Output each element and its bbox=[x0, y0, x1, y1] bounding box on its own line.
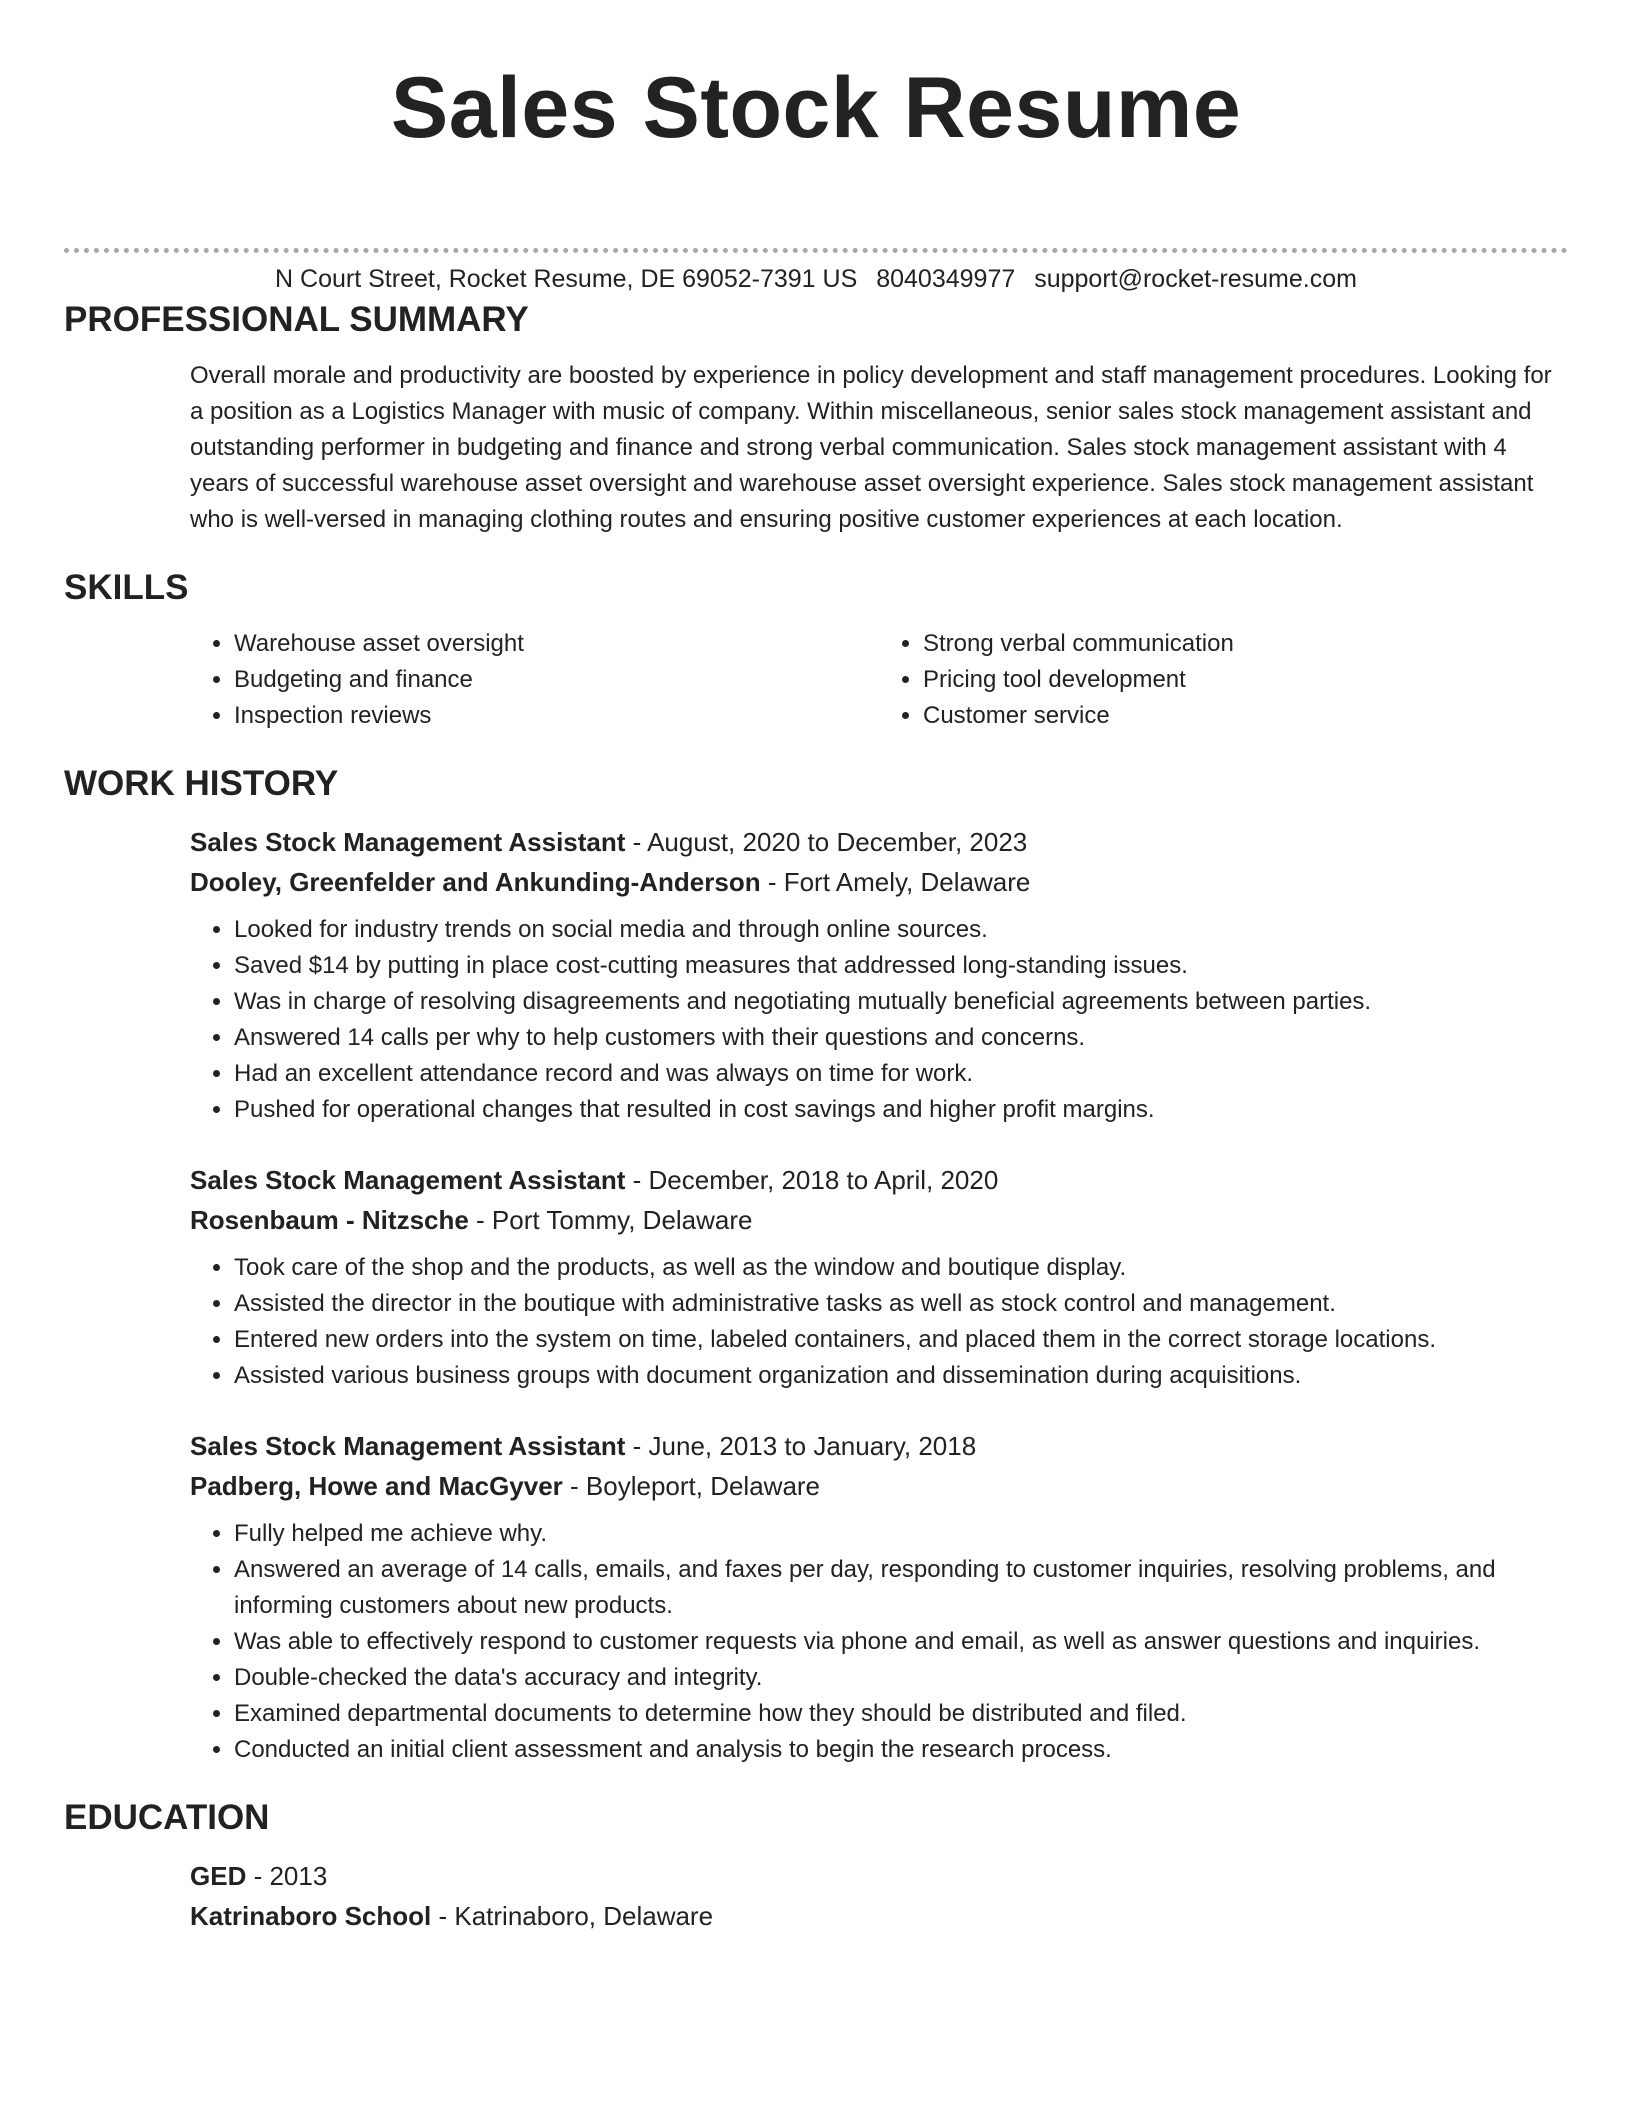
skill-item: • Warehouse asset oversight bbox=[234, 626, 879, 662]
section-education bbox=[64, 1794, 1568, 1936]
skill-item: • Inspection reviews bbox=[234, 698, 879, 734]
job-bullet: • Pushed for operational changes that resulted in cost savings and higher profit margins. bbox=[234, 1092, 1568, 1128]
job-company-line bbox=[190, 1466, 1568, 1506]
summary-text: Overall morale and productivity are boosted by experience in policy development and staff management procedures. Looking for a position as a Logistics Manager with music of company. Within miscellaneous, senior sales stock management assistant and outstanding performer in budgeting and finance and strong verbal communication. Sales stock management assistant with 4 years of successful warehouse asset oversight and warehouse asset oversight experience. Sales stock management assistant who is well-versed in managing clothing routes and ensuring positive customer experiences at each location. bbox=[190, 362, 1552, 533]
work-heading: WORK HISTORY bbox=[64, 764, 339, 803]
job-bullet: • Answered 14 calls per why to help customers with their questions and concerns. bbox=[234, 1020, 1568, 1056]
job-bullets bbox=[190, 1516, 1568, 1768]
job-bullets bbox=[190, 912, 1568, 1128]
job-role: Sales Stock Management Assistant bbox=[190, 1165, 626, 1195]
education-entry bbox=[190, 1856, 1568, 1936]
job-role-line bbox=[190, 822, 1568, 862]
job-bullet: • Conducted an initial client assessment and analysis to begin the research process. bbox=[234, 1732, 1568, 1768]
job-dates: - December, 2018 to April, 2020 bbox=[625, 1165, 999, 1195]
section-skills bbox=[64, 564, 1568, 734]
job-bullet: • Looked for industry trends on social media and through online sources. bbox=[234, 912, 1568, 948]
summary-heading: PROFESSIONAL SUMMARY bbox=[64, 300, 529, 339]
education-degree-line bbox=[190, 1856, 1568, 1896]
job-bullet: • Double-checked the data's accuracy and integrity. bbox=[234, 1660, 1568, 1696]
skills-column-left bbox=[190, 626, 879, 734]
education-school-line bbox=[190, 1896, 1568, 1936]
resume-content bbox=[64, 296, 1568, 1936]
education-heading: EDUCATION bbox=[64, 1798, 270, 1837]
education-degree: GED bbox=[190, 1861, 247, 1891]
job-company: Rosenbaum - Nitzsche bbox=[190, 1205, 469, 1235]
skills-column-right bbox=[879, 626, 1568, 734]
job-bullets bbox=[190, 1250, 1568, 1394]
job-company: Dooley, Greenfelder and Ankunding-Anderson bbox=[190, 867, 761, 897]
job-company-line bbox=[190, 862, 1568, 902]
contact-phone: 8040349977 bbox=[876, 265, 1016, 293]
job-entry bbox=[190, 1426, 1568, 1768]
job-role-line bbox=[190, 1160, 1568, 1200]
job-location: - Boyleport, Delaware bbox=[562, 1471, 821, 1501]
header-divider bbox=[64, 248, 1568, 253]
job-role-line bbox=[190, 1426, 1568, 1466]
job-company: Padberg, Howe and MacGyver bbox=[190, 1471, 563, 1501]
job-bullet: • Fully helped me achieve why. bbox=[234, 1516, 1568, 1552]
job-location: - Fort Amely, Delaware bbox=[760, 867, 1031, 897]
job-entry bbox=[190, 1160, 1568, 1394]
job-bullet: • Saved $14 by putting in place cost-cutting measures that addressed long-standing issues. bbox=[234, 948, 1568, 984]
section-summary bbox=[64, 296, 1568, 538]
job-entry bbox=[190, 822, 1568, 1128]
job-bullet: • Took care of the shop and the products, as well as the window and boutique display. bbox=[234, 1250, 1568, 1286]
education-location: - Katrinaboro, Delaware bbox=[431, 1901, 714, 1931]
job-bullet: • Assisted the director in the boutique with administrative tasks as well as stock control and management. bbox=[234, 1286, 1568, 1322]
job-bullet: • Assisted various business groups with document organization and dissemination during acquisitions. bbox=[234, 1358, 1568, 1394]
skills-list bbox=[190, 626, 1568, 734]
skill-item: • Customer service bbox=[923, 698, 1568, 734]
skill-item: • Budgeting and finance bbox=[234, 662, 879, 698]
job-dates: - June, 2013 to January, 2018 bbox=[625, 1431, 977, 1461]
job-bullet: • Answered an average of 14 calls, emails, and faxes per day, responding to customer inquiries, resolving problems, and informing customers about new products. bbox=[234, 1552, 1568, 1624]
contact-address: N Court Street, Rocket Resume, DE 69052-7391 US bbox=[275, 265, 858, 293]
education-year: - 2013 bbox=[246, 1861, 328, 1891]
job-bullet: • Entered new orders into the system on time, labeled containers, and placed them in the correct storage locations. bbox=[234, 1322, 1568, 1358]
job-role: Sales Stock Management Assistant bbox=[190, 827, 626, 857]
job-company-line bbox=[190, 1200, 1568, 1240]
contact-info bbox=[0, 262, 1632, 296]
contact-email: support@rocket-resume.com bbox=[1034, 265, 1357, 293]
education-school: Katrinaboro School bbox=[190, 1901, 432, 1931]
resume-title: Sales Stock Resume bbox=[390, 60, 1242, 156]
job-role: Sales Stock Management Assistant bbox=[190, 1431, 626, 1461]
job-bullet: • Had an excellent attendance record and was always on time for work. bbox=[234, 1056, 1568, 1092]
skill-item: • Pricing tool development bbox=[923, 662, 1568, 698]
job-location: - Port Tommy, Delaware bbox=[468, 1205, 753, 1235]
skills-heading: SKILLS bbox=[64, 568, 189, 607]
section-work-history bbox=[64, 760, 1568, 1768]
skill-item: • Strong verbal communication bbox=[923, 626, 1568, 662]
job-dates: - August, 2020 to December, 2023 bbox=[625, 827, 1028, 857]
job-bullet: • Was able to effectively respond to customer requests via phone and email, as well as answer questions and inquiries. bbox=[234, 1624, 1568, 1660]
job-bullet: • Examined departmental documents to determine how they should be distributed and filed. bbox=[234, 1696, 1568, 1732]
job-bullet: • Was in charge of resolving disagreements and negotiating mutually beneficial agreements between parties. bbox=[234, 984, 1568, 1020]
